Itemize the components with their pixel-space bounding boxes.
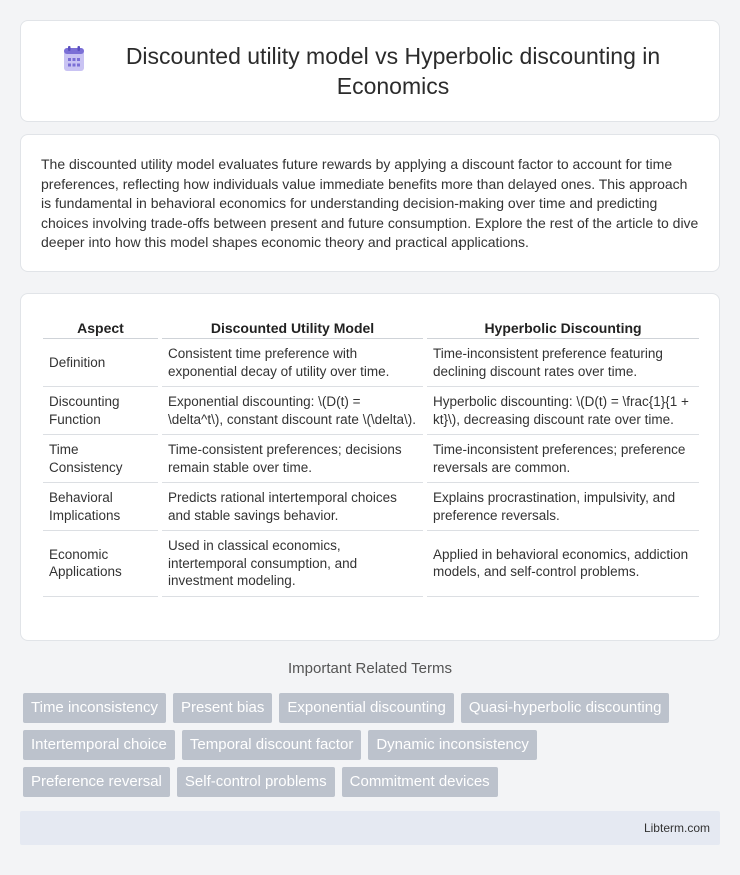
row-discounted-utility: Predicts rational intertemporal choices and stable savings behavior. xyxy=(160,483,425,531)
row-hyperbolic: Time-inconsistent preferences; preference reversals are common. xyxy=(425,435,699,483)
row-hyperbolic: Time-inconsistent preference featuring declining discount rates over time. xyxy=(425,339,699,387)
row-aspect: Time Consistency xyxy=(43,435,160,483)
row-discounted-utility: Consistent time preference with exponential decay of utility over time. xyxy=(160,339,425,387)
tag-present-bias[interactable]: Present bias xyxy=(173,693,272,723)
row-discounted-utility: Exponential discounting: \(D(t) = \delta^t\), constant discount rate \(\delta\). xyxy=(160,387,425,435)
tag-self-control-problems[interactable]: Self-control problems xyxy=(177,767,335,797)
comparison-table xyxy=(43,314,699,597)
footer xyxy=(20,811,720,845)
tag-dynamic-inconsistency[interactable]: Dynamic inconsistency xyxy=(368,730,537,760)
column-header-aspect: Aspect xyxy=(43,314,160,339)
intro-card xyxy=(20,134,720,272)
table-row xyxy=(43,435,699,483)
row-hyperbolic: Explains procrastination, impulsivity, and preference reversals. xyxy=(425,483,699,531)
tag-quasi-hyperbolic-discounting[interactable]: Quasi-hyperbolic discounting xyxy=(461,693,670,723)
tag-temporal-discount-factor[interactable]: Temporal discount factor xyxy=(182,730,361,760)
related-terms-heading: Important Related Terms xyxy=(288,660,452,677)
table-row xyxy=(43,339,699,387)
intro-paragraph: The discounted utility model evaluates future rewards by applying a discount factor to account for time preferences, reflecting how individuals value immediate benefits more than delayed ones. This approach is fundamental in behavioral economics for understanding decision-making over time and predicting choices involving trade-offs between present and future consumption. Explore the rest of the article to dive deeper into how this model shapes economic theory and practical applications. xyxy=(41,156,699,251)
related-terms-tags xyxy=(23,693,723,804)
tag-row xyxy=(23,767,723,797)
comparison-table-card xyxy=(20,293,720,641)
row-hyperbolic: Hyperbolic discounting: \(D(t) = \frac{1}{1 + kt}\), decreasing discount rate over time. xyxy=(425,387,699,435)
row-aspect: Definition xyxy=(43,339,160,387)
row-aspect: Economic Applications xyxy=(43,531,160,597)
row-discounted-utility: Time-consistent preferences; decisions remain stable over time. xyxy=(160,435,425,483)
page-title: Discounted utility model vs Hyperbolic discounting in Economics xyxy=(125,43,661,99)
row-hyperbolic: Applied in behavioral economics, addiction models, and self-control problems. xyxy=(425,531,699,597)
document-icon xyxy=(61,45,87,73)
title-card xyxy=(20,20,720,122)
row-discounted-utility: Used in classical economics, intertemporal consumption, and investment modeling. xyxy=(160,531,425,597)
column-header-hyperbolic: Hyperbolic Discounting xyxy=(425,314,699,339)
table-row xyxy=(43,483,699,531)
tag-row xyxy=(23,693,723,723)
tag-preference-reversal[interactable]: Preference reversal xyxy=(23,767,170,797)
table-row xyxy=(43,531,699,597)
footer-brand[interactable]: Libterm.com xyxy=(643,821,710,835)
table-header-row xyxy=(43,314,699,339)
row-aspect: Behavioral Implications xyxy=(43,483,160,531)
title-wrap xyxy=(61,41,679,101)
row-aspect: Discounting Function xyxy=(43,387,160,435)
table-row xyxy=(43,387,699,435)
tag-exponential-discounting[interactable]: Exponential discounting xyxy=(279,693,453,723)
tag-intertemporal-choice[interactable]: Intertemporal choice xyxy=(23,730,175,760)
column-header-discounted-utility: Discounted Utility Model xyxy=(160,314,425,339)
tag-commitment-devices[interactable]: Commitment devices xyxy=(342,767,498,797)
tag-row xyxy=(23,730,723,760)
tag-time-inconsistency[interactable]: Time inconsistency xyxy=(23,693,166,723)
